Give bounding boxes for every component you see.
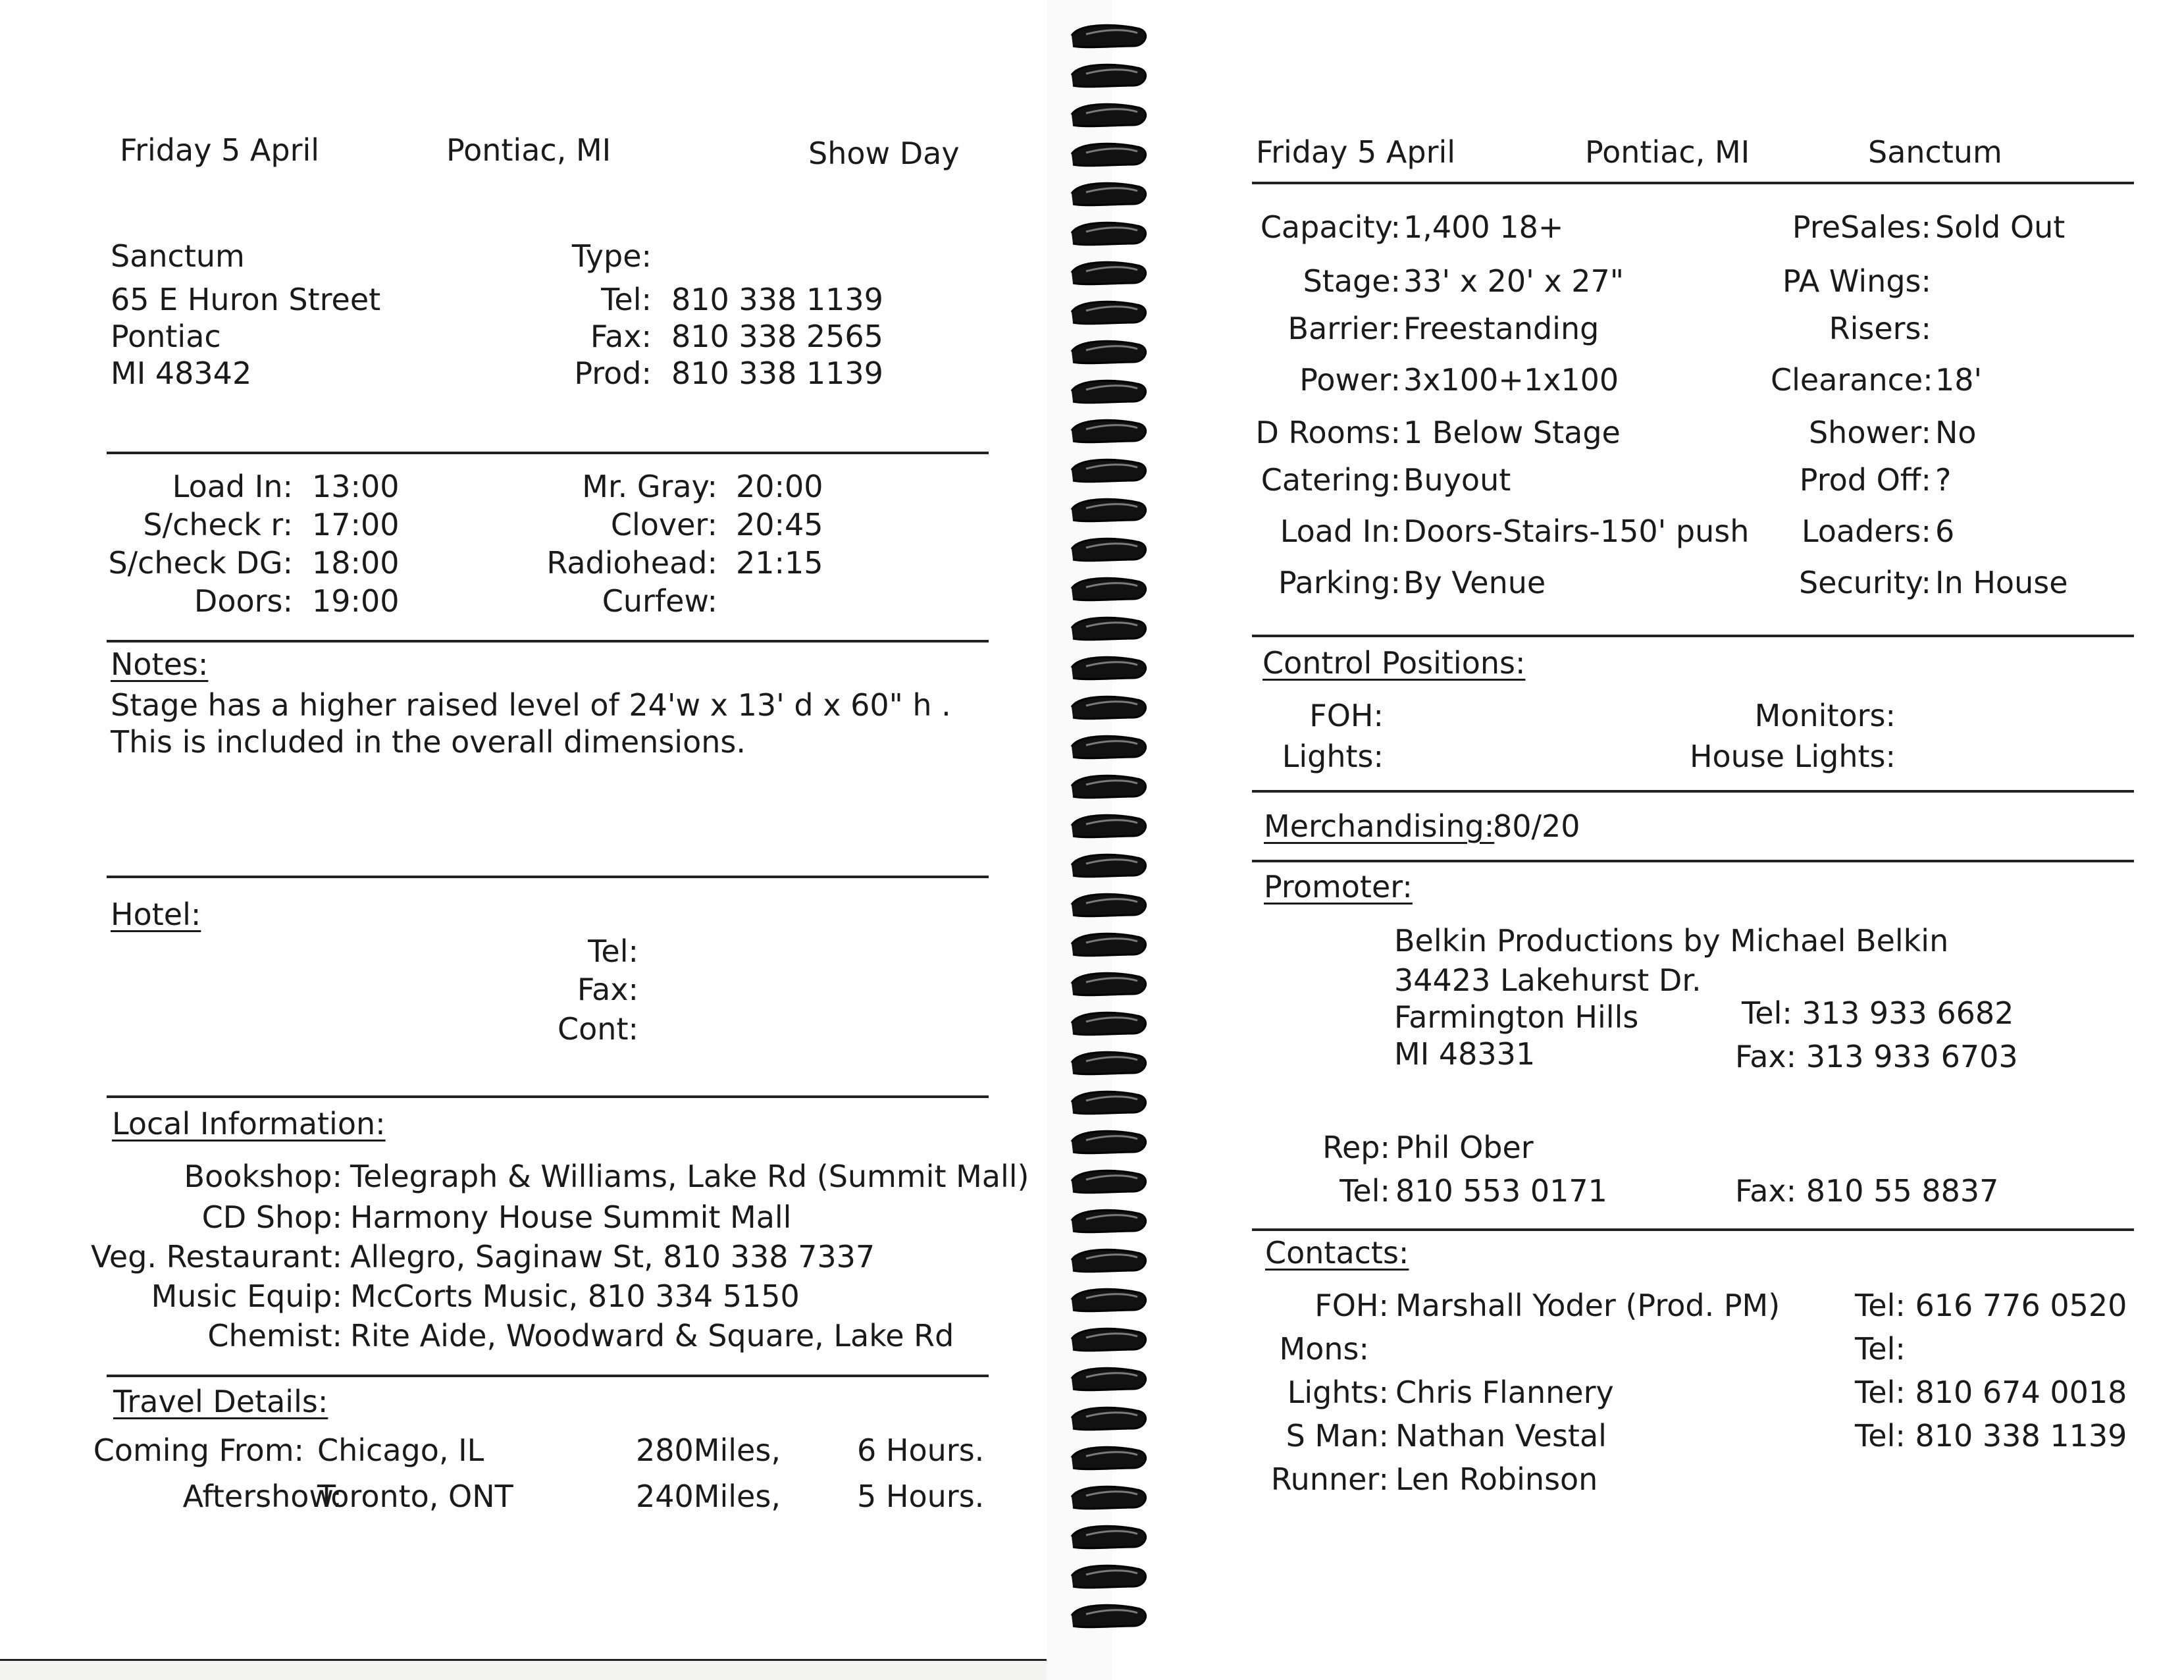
spec-label: Stage: (1303, 263, 1401, 299)
travel-label: Aftershow: (182, 1479, 342, 1514)
spec-value: Buyout (1403, 462, 1511, 498)
spec-label: Load In: (1280, 513, 1401, 549)
local-info-label: Music Equip: (151, 1278, 342, 1314)
hotel-title: Hotel: (111, 897, 201, 932)
divider (1252, 182, 2134, 184)
rep-name: Phil Ober (1395, 1130, 1534, 1165)
venue-street: 65 E Huron Street (111, 282, 381, 317)
venue-tel-label: Tel: (601, 282, 652, 317)
spec-label: Barrier: (1287, 311, 1401, 346)
local-info-label: CD Shop: (201, 1199, 342, 1235)
local-info-title: Local Information: (112, 1106, 386, 1142)
local-info-value: McCorts Music, 810 334 5150 (350, 1278, 800, 1314)
promoter-fax: Fax: 313 933 6703 (1735, 1039, 2018, 1074)
spec-value: 3x100+1x100 (1403, 362, 1619, 398)
promoter-name: Belkin Productions by Michael Belkin (1394, 923, 1949, 958)
local-info-label: Chemist: (207, 1318, 342, 1353)
merch-value: 80/20 (1493, 808, 1580, 844)
contact-label: Runner: (1270, 1461, 1389, 1497)
contact-label: FOH: (1314, 1288, 1389, 1323)
set-time: 21:15 (736, 545, 823, 581)
venue-name: Sanctum (111, 238, 245, 274)
contact-name: Nathan Vestal (1395, 1418, 1607, 1454)
travel-miles: 240Miles, (636, 1479, 781, 1514)
promoter-title: Promoter: (1264, 869, 1413, 905)
contact-label: Mons: (1279, 1331, 1369, 1367)
spec-value: No (1935, 415, 1977, 450)
divider (107, 1095, 989, 1098)
contact-name: Chris Flannery (1395, 1375, 1614, 1410)
travel-label: Coming From: (93, 1432, 304, 1468)
schedule-label: Doors: (194, 583, 293, 619)
travel-place: Toronto, ONT (317, 1479, 513, 1514)
spec-value: Sold Out (1935, 209, 2066, 245)
hotel-cont-label: Cont: (558, 1011, 638, 1047)
travel-place: Chicago, IL (317, 1432, 484, 1468)
rep-label: Rep: (1322, 1130, 1390, 1165)
spec-label: PreSales: (1792, 209, 1931, 245)
schedule-label: Load In: (172, 469, 293, 504)
schedule-time: 18:00 (312, 545, 400, 581)
set-label: Clover: (610, 507, 717, 542)
header-city: Pontiac, MI (446, 132, 611, 168)
spec-label: Security: (1798, 565, 1931, 600)
spine-gap (1047, 0, 1112, 1680)
spec-label: Shower: (1808, 415, 1931, 450)
divider (107, 640, 989, 643)
spec-value: In House (1935, 565, 2068, 600)
merch-title: Merchandising: (1264, 808, 1495, 844)
rep-tel-label: Tel: (1339, 1173, 1390, 1209)
divider (107, 1375, 989, 1377)
spec-value: Freestanding (1403, 311, 1599, 346)
control-house-lights-label: House Lights: (1689, 739, 1896, 774)
divider (1252, 1228, 2134, 1231)
right-page (1112, 0, 2184, 1680)
contacts-title: Contacts: (1265, 1235, 1409, 1271)
schedule-time: 19:00 (312, 583, 400, 619)
left-page (0, 0, 1047, 1661)
notes-line: This is included in the overall dimensions. (111, 724, 746, 760)
contact-tel: Tel: 810 338 1139 (1855, 1418, 2127, 1454)
spec-label: Prod Off: (1799, 462, 1931, 498)
spec-label: Power: (1299, 362, 1401, 398)
venue-fax: 810 338 2565 (671, 319, 883, 354)
divider (107, 876, 989, 878)
set-label: Curfew: (602, 583, 717, 619)
local-info-label: Bookshop: (184, 1159, 342, 1194)
venue-prod: 810 338 1139 (671, 355, 883, 391)
spec-label: PA Wings: (1782, 263, 1931, 299)
contact-tel: Tel: (1855, 1331, 1906, 1367)
spec-label: D Rooms: (1255, 415, 1401, 450)
venue-city: Pontiac (111, 319, 221, 354)
spec-value: By Venue (1403, 565, 1546, 600)
contact-name: Len Robinson (1395, 1461, 1598, 1497)
contact-tel: Tel: 810 674 0018 (1855, 1375, 2127, 1410)
control-monitors-label: Monitors: (1754, 698, 1896, 733)
spec-label: Parking: (1278, 565, 1401, 600)
header-venue: Sanctum (1868, 134, 2002, 170)
spec-label: Capacity: (1260, 209, 1401, 245)
promoter-zip: MI 48331 (1394, 1036, 1536, 1072)
travel-hours: 6 Hours. (857, 1432, 985, 1468)
venue-fax-label: Fax: (590, 319, 652, 354)
spec-label: Catering: (1261, 462, 1401, 498)
contact-label: S Man: (1286, 1418, 1389, 1454)
spec-value: 1,400 18+ (1403, 209, 1564, 245)
spec-label: Loaders: (1801, 513, 1931, 549)
spec-value: ? (1935, 462, 1952, 498)
venue-tel: 810 338 1139 (671, 282, 883, 317)
travel-title: Travel Details: (113, 1384, 328, 1419)
spec-label: Clearance: (1771, 362, 1933, 398)
set-label: Radiohead: (546, 545, 717, 581)
header-date: Friday 5 April (120, 132, 320, 168)
local-info-value: Harmony House Summit Mall (350, 1199, 792, 1235)
divider (1252, 635, 2134, 637)
hotel-tel-label: Tel: (588, 933, 638, 969)
schedule-time: 17:00 (312, 507, 400, 542)
spec-label: Risers: (1829, 311, 1931, 346)
contact-tel: Tel: 616 776 0520 (1855, 1288, 2127, 1323)
header-day-type: Show Day (808, 136, 960, 171)
control-title: Control Positions: (1262, 645, 1526, 681)
local-info-value: Rite Aide, Woodward & Square, Lake Rd (350, 1318, 954, 1353)
rep-tel: 810 553 0171 (1395, 1173, 1607, 1209)
promoter-tel: Tel: 313 933 6682 (1742, 995, 2014, 1031)
divider (107, 452, 989, 454)
set-time: 20:45 (736, 507, 823, 542)
header-date: Friday 5 April (1256, 134, 1456, 170)
divider (1252, 860, 2134, 862)
set-label: Mr. Gray: (582, 469, 717, 504)
schedule-time: 13:00 (312, 469, 400, 504)
control-lights-label: Lights: (1282, 739, 1384, 774)
spec-value: 18' (1935, 362, 1983, 398)
travel-miles: 280Miles, (636, 1432, 781, 1468)
travel-hours: 5 Hours. (857, 1479, 985, 1514)
control-foh-label: FOH: (1309, 698, 1384, 733)
hotel-fax-label: Fax: (577, 972, 638, 1007)
rep-fax: Fax: 810 55 8837 (1735, 1173, 1999, 1209)
divider (1252, 790, 2134, 793)
contact-name: Marshall Yoder (Prod. PM) (1395, 1288, 1781, 1323)
local-info-label: Veg. Restaurant: (91, 1239, 342, 1274)
venue-zip: MI 48342 (111, 355, 252, 391)
notes-line: Stage has a higher raised level of 24'w x 13' d x 60" h . (111, 687, 951, 723)
spec-value: 6 (1935, 513, 1955, 549)
notes-title: Notes: (111, 646, 209, 682)
venue-prod-label: Prod: (574, 355, 652, 391)
local-info-value: Telegraph & Williams, Lake Rd (Summit Mall) (350, 1159, 1029, 1194)
schedule-label: S/check DG: (108, 545, 293, 581)
promoter-city: Farmington Hills (1394, 999, 1639, 1035)
local-info-value: Allegro, Saginaw St, 810 338 7337 (350, 1239, 875, 1274)
schedule-label: S/check r: (143, 507, 293, 542)
venue-type-label: Type: (571, 238, 652, 274)
spec-value: Doors-Stairs-150' push (1403, 513, 1750, 549)
promoter-street: 34423 Lakehurst Dr. (1394, 962, 1702, 998)
contact-label: Lights: (1287, 1375, 1389, 1410)
set-time: 20:00 (736, 469, 823, 504)
spec-value: 1 Below Stage (1403, 415, 1621, 450)
spec-value: 33' x 20' x 27" (1403, 263, 1624, 299)
header-city: Pontiac, MI (1585, 134, 1750, 170)
